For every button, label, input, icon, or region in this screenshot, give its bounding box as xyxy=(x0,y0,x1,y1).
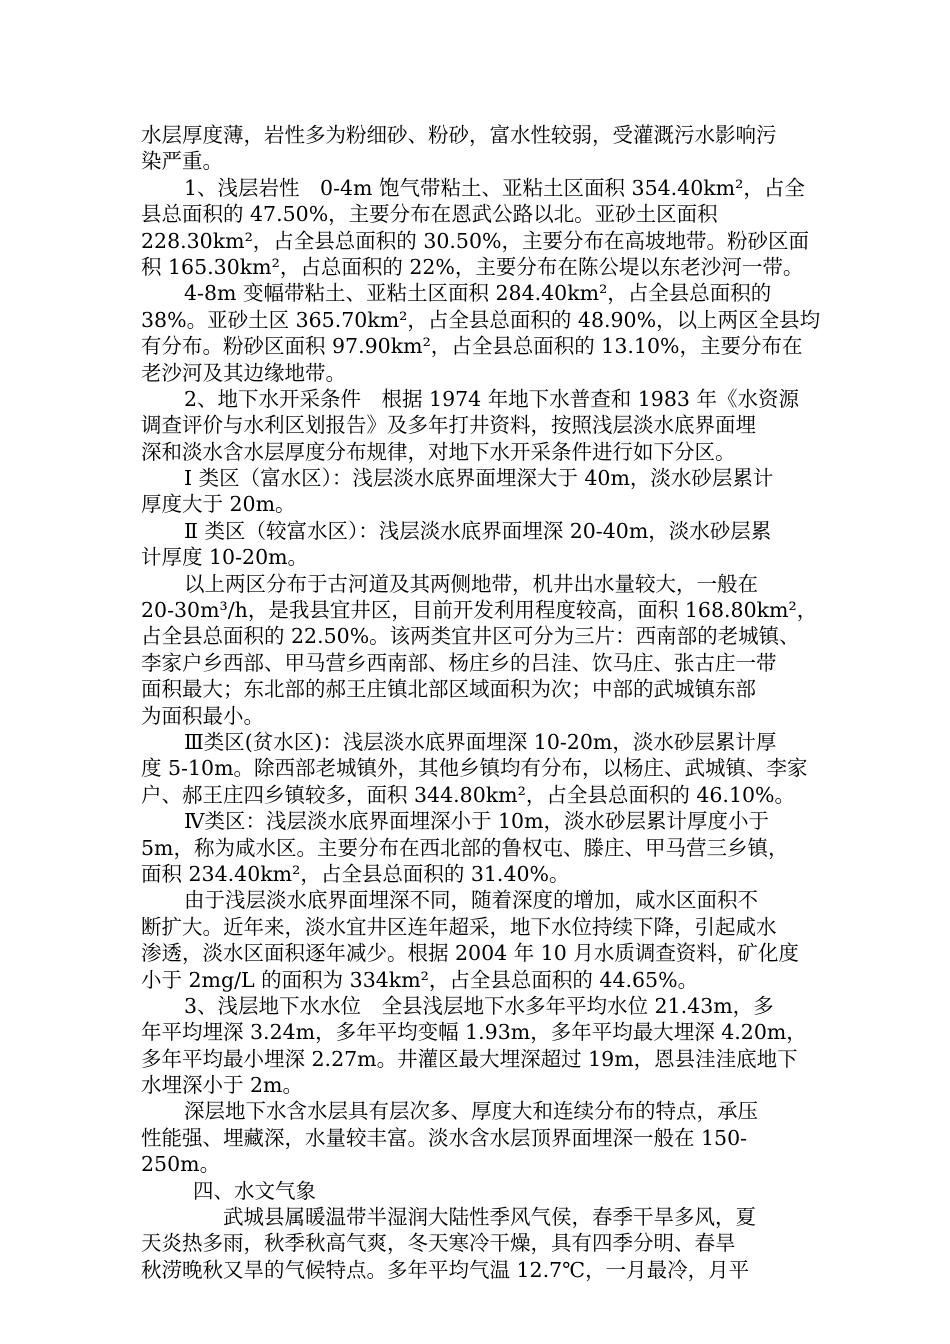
text-line: 以上两区分布于古河道及其两侧地带，机井出水量较大，一般在 xyxy=(184,571,758,596)
text-line: 老沙河及其边缘地带。 xyxy=(141,360,346,385)
text-line: Ⅳ类区：浅层淡水底界面埋深小于 10m，淡水砂层累计厚度小于 xyxy=(184,809,770,834)
text-line: 调查评价与水利区划报告》及多年打井资料，按照浅层淡水底界面埋 xyxy=(141,413,756,438)
text-line: 3、浅层地下水水位 全县浅层地下水多年平均水位 21.43m，多 xyxy=(184,993,774,1018)
text-line: 天炎热多雨，秋季秋高气爽，冬天寒冷干燥，具有四季分明、春旱 xyxy=(141,1231,736,1256)
text-line: 小于 2mg/L 的面积为 334km²，占全县总面积的 44.65%。 xyxy=(141,967,699,992)
text-line: 积 165.30km²，占总面积的 22%，主要分布在陈公堤以东老沙河一带。 xyxy=(141,254,804,279)
text-line: Ⅱ 类区（较富水区）：浅层淡水底界面埋深 20-40m，淡水砂层累 xyxy=(184,518,772,543)
text-line: 由于浅层淡水底界面埋深不同，随着深度的增加，咸水区面积不 xyxy=(184,888,758,913)
text-line: 渗透，淡水区面积逐年减少。根据 2004 年 10 月水质调查资料，矿化度 xyxy=(141,941,799,966)
text-line: 染严重。 xyxy=(141,149,223,174)
text-line: 性能强、埋藏深，水量较丰富。淡水含水层顶界面埋深一般在 150- xyxy=(141,1125,748,1150)
text-line: 有分布。粉砂区面积 97.90km²，占全县总面积的 13.10%，主要分布在 xyxy=(141,334,803,359)
text-line: 深层地下水含水层具有层次多、厚度大和连续分布的特点，承压 xyxy=(184,1099,758,1124)
text-line: 228.30km²，占全县总面积的 30.50%，主要分布在高坡地带。粉砂区面 xyxy=(141,228,809,253)
text-line: 占全县总面积的 22.50%。该两类宜井区可分为三片：西南部的老城镇、 xyxy=(141,624,800,649)
text-line: 年平均埋深 3.24m，多年平均变幅 1.93m，多年平均最大埋深 4.20m， xyxy=(141,1020,807,1045)
section-heading: 四、水文气象 xyxy=(193,1178,316,1203)
text-line: 4-8m 变幅带粘土、亚粘土区面积 284.40km²，占全县总面积的 xyxy=(184,281,772,306)
text-line: 厚度大于 20m。 xyxy=(141,492,296,517)
text-line: Ⅲ类区(贫水区)：浅层淡水底界面埋深 10-20m，淡水砂层累计厚 xyxy=(184,729,777,754)
text-line: 水层厚度薄，岩性多为粉细砂、粉砂，富水性较弱，受灌溉污水影响污 xyxy=(141,123,777,147)
text-line: 5m，称为咸水区。主要分布在西北部的鲁权屯、滕庄、甲马营三乡镇， xyxy=(141,835,789,860)
text-line: 水埋深小于 2m。 xyxy=(141,1073,303,1098)
text-line: 断扩大。近年来，淡水宜井区连年超采，地下水位持续下降，引起咸水 xyxy=(141,914,777,939)
text-line: 38%。亚砂土区 365.70km²，占全县总面积的 48.90%，以上两区全县均 xyxy=(141,307,821,332)
text-line: 2、地下水开采条件 根据 1974 年地下水普查和 1983 年《水资源 xyxy=(184,386,799,411)
text-line: Ⅰ 类区（富水区）：浅层淡水底界面埋深大于 40m，淡水砂层累计 xyxy=(184,466,774,491)
text-line: 250m。 xyxy=(141,1152,221,1177)
text-line: 面积最大；东北部的郝王庄镇北部区域面积为次；中部的武城镇东部 xyxy=(141,677,756,702)
text-line: 多年平均最小埋深 2.27m。井灌区最大埋深超过 19m，恩县洼洼底地下 xyxy=(141,1046,798,1071)
text-line: 为面积最小。 xyxy=(141,703,264,728)
text-line: 20-30m³/h，是我县宜井区，目前开发利用程度较高，面积 168.80km²， xyxy=(141,598,818,623)
text-line: 武城县属暖温带半湿润大陆性季风气侯，春季干旱多风，夏 xyxy=(223,1205,756,1230)
text-line: 面积 234.40km²，占全县总面积的 31.40%。 xyxy=(141,861,570,886)
text-line: 计厚度 10-20m。 xyxy=(141,545,309,570)
text-line: 度 5-10m。除西部老城镇外，其他乡镇均有分布，以杨庄、武城镇、李家 xyxy=(141,756,808,781)
body-text xyxy=(141,122,821,1283)
text-line: 深和淡水含水层厚度分布规律，对地下水开采条件进行如下分区。 xyxy=(141,439,736,464)
text-line: 县总面积的 47.50%，主要分布在恩武公路以北。亚砂土区面积 xyxy=(141,202,718,227)
text-line: 1、浅层岩性 0-4m 饱气带粘土、亚粘土区面积 354.40km²，占全 xyxy=(184,175,805,200)
text-line: 户、郝王庄四乡镇较多，面积 344.80km²，占全县总面积的 46.10%。 xyxy=(141,782,796,807)
text-line: 秋涝晚秋又旱的气候特点。多年平均气温 12.7℃，一月最冷，月平 xyxy=(141,1257,750,1282)
text-line: 李家户乡西部、甲马营乡西南部、杨庄乡的吕洼、饮马庄、张古庄一带 xyxy=(141,650,777,675)
